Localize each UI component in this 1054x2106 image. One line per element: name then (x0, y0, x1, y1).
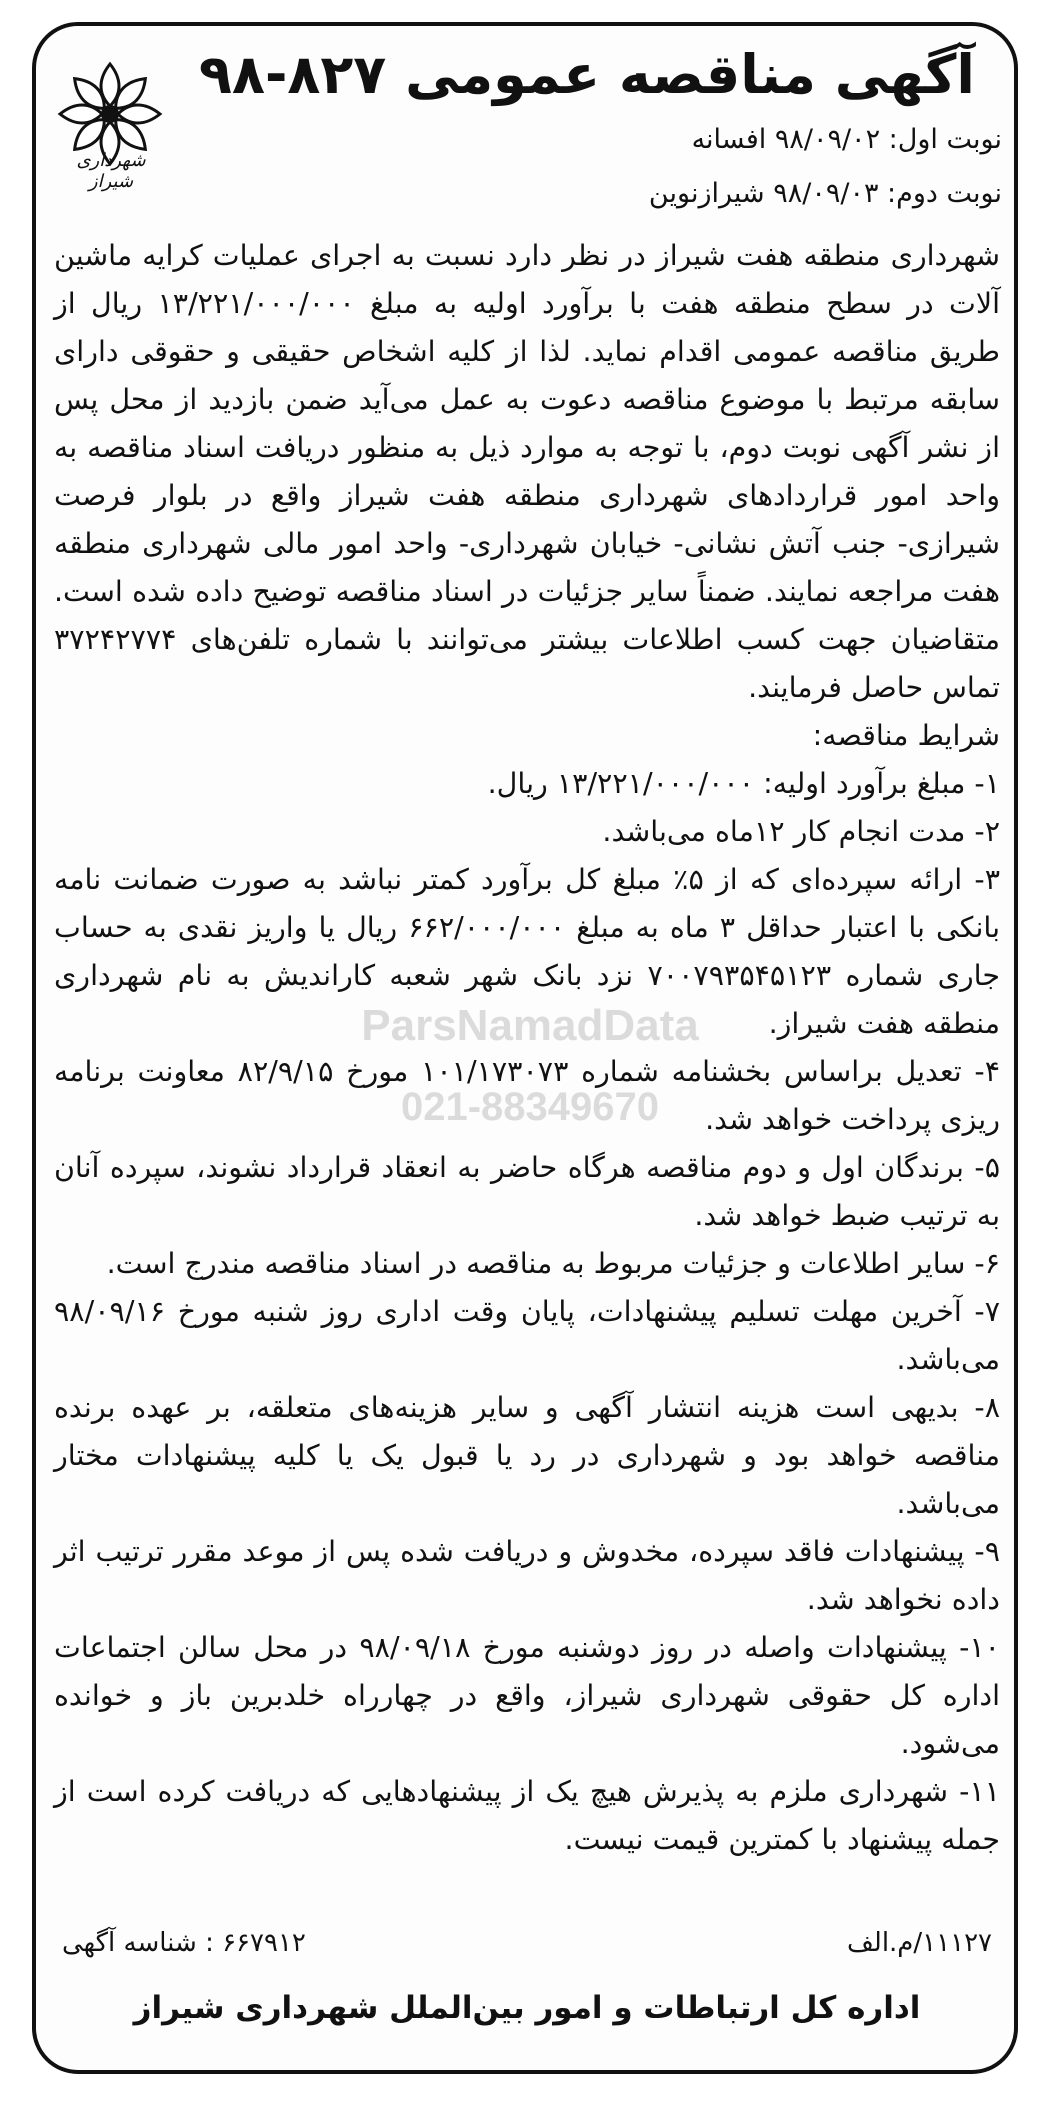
condition-item: ۹- پیشنهادات فاقد سپرده، مخدوش و دریافت شده پس از موعد مقرر ترتیب اثر داده نخواهد شد. (54, 1535, 1000, 1616)
page-title: آگهی مناقصه عمومی ۸۲۷-۹۸ (199, 43, 975, 106)
condition-item: ۷- آخرین مهلت تسلیم پیشنهادات، پایان وقت اداری روز شنبه مورخ ۹۸/۰۹/۱۶ می‌باشد. (54, 1295, 1000, 1376)
condition-item: ۵- برندگان اول و دوم مناقصه هرگاه حاضر به انعقاد قرارداد نشوند، سپرده آنان به ترتیب ضبط خواهد شد. (54, 1151, 1000, 1232)
condition-item: ۱۱- شهرداری ملزم به پذیرش هیچ یک از پیشنهادهایی که دریافت کرده است از جمله پیشنهاد با کمترین قیمت نیست. (54, 1775, 1000, 1856)
condition-item: ۲- مدت انجام کار ۱۲ماه می‌باشد. (602, 815, 1000, 848)
issuing-office: اداره کل ارتباطات و امور بین‌الملل شهرداری شیراز (133, 1990, 921, 2026)
footer-row (62, 1928, 992, 1968)
ad-id: ۶۶۷۹۱۲ : شناسه آگهی (62, 1928, 306, 1958)
conditions-heading: شرایط مناقصه: (812, 719, 1000, 752)
advertisement-body (54, 232, 1000, 1864)
condition-item: ۳- ارائه سپرده‌ای که از ۵٪ مبلغ کل برآورد کمتر نباشد به صورت ضمانت نامه بانکی با اعتبار حداقل ۳ ماه به مبلغ ۶۶۲/۰۰۰/۰۰۰ ریال یا واریز نقدی به حساب جاری شماره ۷۰۰۷۹۳۵۴۵۱۲۳ نزد بانک شهر شعبه کارانديش به نام شهرداری منطقه هفت شیراز. (54, 863, 1001, 1040)
condition-item: ۶- سایر اطلاعات و جزئیات مربوط به مناقصه در اسناد مناقصه مندرج است. (106, 1247, 1000, 1280)
publication-second-date: نوبت دوم: ۹۸/۰۹/۰۳ شیرازنوین (648, 178, 1002, 209)
condition-item: ۴- تعدیل براساس بخشنامه شماره ۱۰۱/۱۷۳۰۷۳ مورخ ۸۲/۹/۱۵ معاونت برنامه ریزی پرداخت خواهد شد. (54, 1055, 1001, 1136)
condition-item: ۱۰- پیشنهادات واصله در روز دوشنبه مورخ ۹۸/۰۹/۱۸ در محل سالن اجتماعات اداره کل حقوقی شهرداری شیراز، واقع در چهارراه خلدبرین باز و خوانده می‌شود. (54, 1631, 1000, 1760)
footer-code: ۱۱۱۲۷/م.الف (846, 1928, 992, 1958)
condition-item: ۱- مبلغ برآورد اولیه: ۱۳/۲۲۱/۰۰۰/۰۰۰ ریال. (487, 767, 1000, 800)
publication-first-date: نوبت اول: ۹۸/۰۹/۰۲ افسانه (691, 124, 1002, 155)
logo-caption: شهرداری شیراز (76, 150, 146, 192)
intro-paragraph: شهرداری منطقه هفت شیراز در نظر دارد نسبت به اجرای عملیات کرایه ماشین آلات در سطح منطقه هفت با برآورد اولیه به مبلغ ۱۳/۲۲۱/۰۰۰/۰۰۰ ریال از طریق مناقصه عمومی اقدام نماید. لذا از کلیه اشخاص حقیقی و حقوقی دارای سابقه مرتبط با موضوع مناقصه دعوت به عمل می‌آید ضمن بازدید از محل پس از نشر آگهی نوبت دوم، با توجه به موارد ذیل به منظور دریافت اسناد مناقصه به واحد امور قراردادهای شهرداری منطقه هفت شیراز واقع در بلوار فرصت شیرازی- جنب آتش نشانی- خیابان شهرداری- واحد امور مالی شهرداری منطقه هفت مراجعه نمایند. ضمناً سایر جزئیات در اسناد مناقصه توضیح داده شده است. متقاضیان جهت کسب اطلاعات بیشتر می‌توانند با شماره تلفن‌های ۳۷۲۴۲۷۷۴ تماس حاصل فرمایند. (54, 239, 1000, 704)
condition-item: ۸- بدیهی است هزینه انتشار آگهی و سایر هزینه‌های متعلقه، بر عهده برنده مناقصه خواهد بود و شهرداری در رد یا قبول یک یا کلیه پیشنهادات مختار می‌باشد. (54, 1391, 1000, 1520)
